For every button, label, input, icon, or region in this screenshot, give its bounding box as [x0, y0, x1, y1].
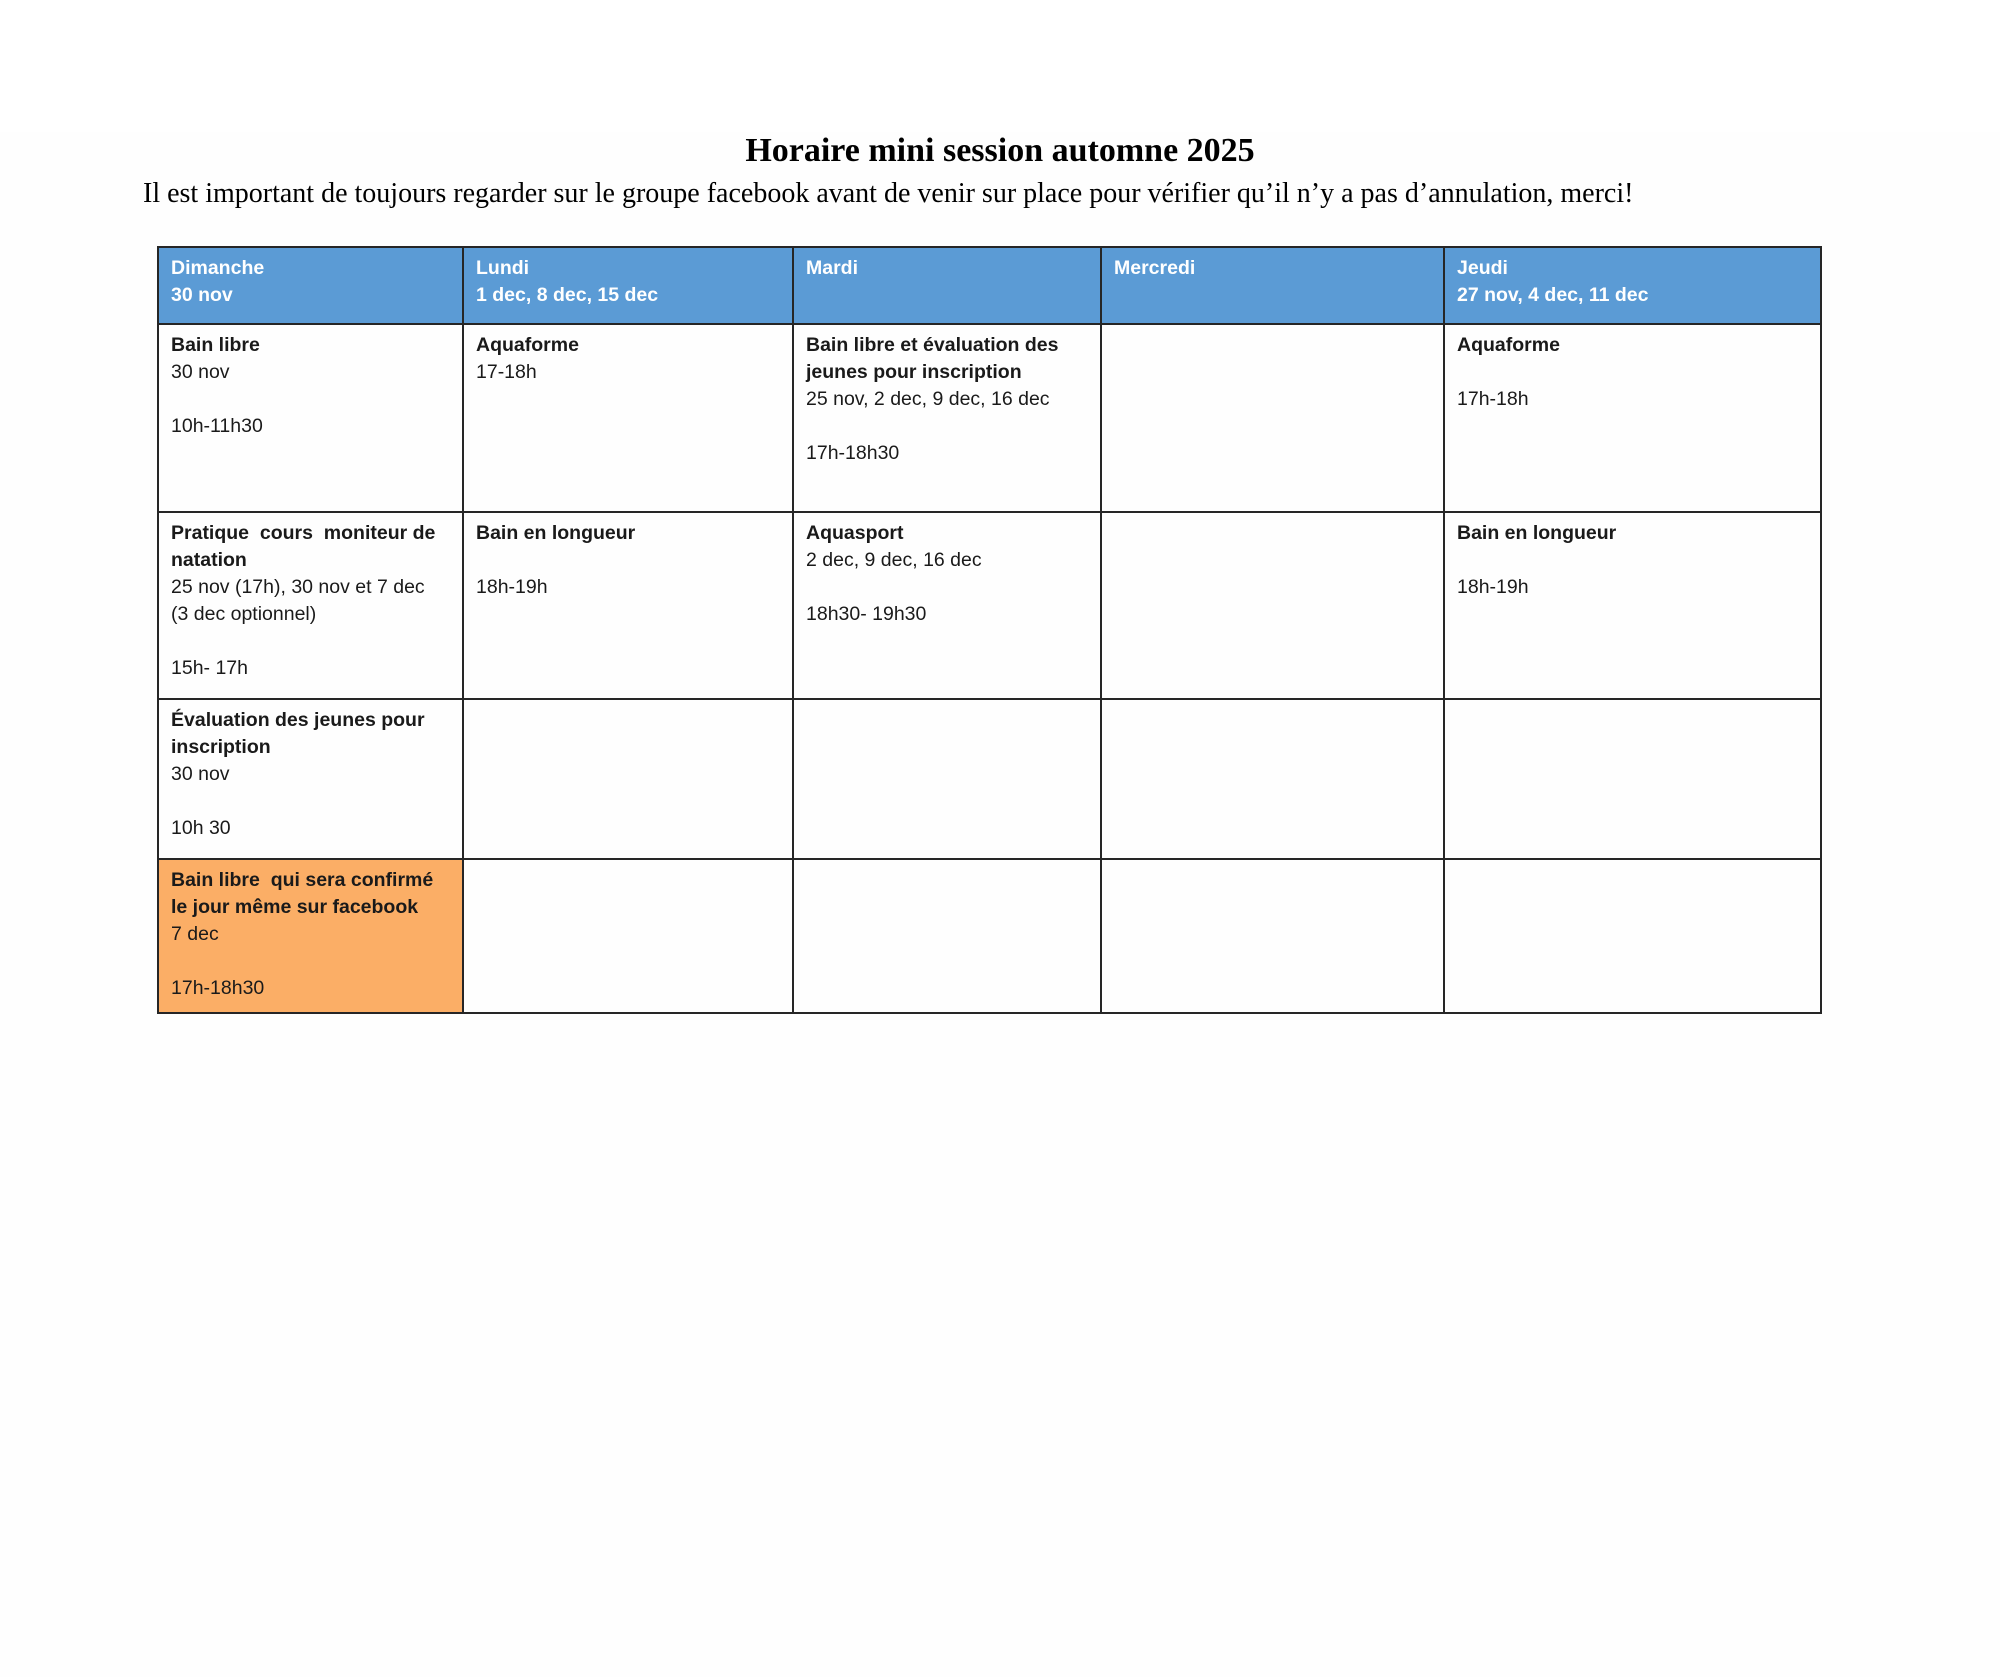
activity-details — [1457, 547, 1808, 601]
table-row — [158, 699, 1821, 859]
cell-r2-lundi — [463, 512, 793, 699]
detail-line — [806, 574, 1088, 601]
activity-title: Bain en longueur — [1457, 522, 1617, 544]
detail-line: 15h- 17h — [171, 657, 248, 679]
activity-title: Bain libre et évaluation des jeunes pour inscription — [806, 334, 1064, 383]
detail-line: 18h-19h — [476, 576, 548, 598]
table-row — [158, 324, 1821, 512]
activity-details — [806, 547, 1088, 628]
cell-r3-jeudi — [1444, 699, 1821, 859]
activity-details — [171, 921, 450, 1002]
detail-line: 10h-11h30 — [171, 415, 263, 437]
detail-line — [1457, 359, 1808, 386]
detail-line — [171, 386, 450, 413]
table-row — [158, 859, 1821, 1013]
detail-line — [171, 948, 450, 975]
activity-title: Aquasport — [806, 522, 904, 544]
detail-line: 17-18h — [476, 361, 537, 383]
cell-r1-mercredi — [1101, 324, 1444, 512]
detail-line: 10h 30 — [171, 817, 231, 839]
activity-details — [1457, 359, 1808, 413]
header-lundi — [463, 247, 793, 324]
detail-line: 2 dec, 9 dec, 16 dec — [806, 549, 982, 571]
detail-line: 25 nov (17h), 30 nov et 7 dec (3 dec optionnel) — [171, 576, 436, 625]
activity-details — [171, 574, 450, 682]
activity-title: Aquaforme — [1457, 334, 1560, 356]
activity-title: Évaluation des jeunes pour inscription — [171, 709, 430, 758]
activity-details — [476, 359, 780, 386]
activity-details — [171, 359, 450, 440]
cell-r1-mardi — [793, 324, 1101, 512]
day-dates — [1114, 282, 1431, 309]
detail-line: 30 nov — [171, 361, 230, 383]
day-name: Dimanche — [171, 257, 265, 279]
detail-line: 18h30- 19h30 — [806, 603, 927, 625]
cell-r3-lundi — [463, 699, 793, 859]
header-jeudi — [1444, 247, 1821, 324]
detail-line — [1457, 547, 1808, 574]
day-name: Lundi — [476, 257, 530, 279]
cell-r2-jeudi — [1444, 512, 1821, 699]
detail-line — [171, 788, 450, 815]
header-dimanche — [158, 247, 463, 324]
cell-r4-jeudi — [1444, 859, 1821, 1013]
activity-title: Pratique cours moniteur de natation — [171, 522, 441, 571]
detail-line: 18h-19h — [1457, 576, 1529, 598]
activity-details — [476, 547, 780, 601]
document-page — [0, 132, 2000, 1677]
detail-line — [806, 413, 1088, 440]
page-subtitle: Il est important de toujours regarder sur le groupe facebook avant de venir sur place pour vérifier qu’il n’y a pas d’annulation, merci! — [143, 178, 1634, 209]
activity-title: Bain en longueur — [476, 522, 636, 544]
detail-line — [171, 628, 450, 655]
day-name: Jeudi — [1457, 257, 1508, 279]
cell-r3-mercredi — [1101, 699, 1444, 859]
day-dates: 1 dec, 8 dec, 15 dec — [476, 284, 659, 306]
schedule-table — [157, 246, 1822, 1014]
activity-details — [171, 761, 450, 842]
detail-line: 30 nov — [171, 763, 230, 785]
cell-r4-mercredi — [1101, 859, 1444, 1013]
detail-line: 17h-18h — [1457, 388, 1529, 410]
cell-r3-mardi — [793, 699, 1101, 859]
page-title: Horaire mini session automne 2025 — [745, 132, 1255, 169]
cell-r4-lundi — [463, 859, 793, 1013]
day-dates: 30 nov — [171, 284, 233, 306]
cell-r1-lundi — [463, 324, 793, 512]
cell-r4-dimanche-highlighted — [158, 859, 463, 1013]
day-name: Mardi — [806, 257, 859, 279]
day-dates — [806, 282, 1088, 309]
table-row — [158, 512, 1821, 699]
detail-line: 17h-18h30 — [171, 977, 265, 999]
cell-r2-mercredi — [1101, 512, 1444, 699]
cell-r3-dimanche — [158, 699, 463, 859]
day-dates: 27 nov, 4 dec, 11 dec — [1457, 284, 1649, 306]
detail-line: 7 dec — [171, 923, 219, 945]
header-row — [158, 247, 1821, 324]
detail-line — [476, 547, 780, 574]
activity-title: Bain libre qui sera confirmé le jour même sur facebook — [171, 869, 439, 918]
cell-r4-mardi — [793, 859, 1101, 1013]
cell-r2-dimanche — [158, 512, 463, 699]
activity-title: Bain libre — [171, 334, 260, 356]
detail-line: 25 nov, 2 dec, 9 dec, 16 dec — [806, 388, 1050, 410]
cell-r1-dimanche — [158, 324, 463, 512]
activity-title: Aquaforme — [476, 334, 579, 356]
header-mercredi — [1101, 247, 1444, 324]
activity-details — [806, 386, 1088, 467]
detail-line: 17h-18h30 — [806, 442, 900, 464]
cell-r2-mardi — [793, 512, 1101, 699]
cell-r1-jeudi — [1444, 324, 1821, 512]
header-mardi — [793, 247, 1101, 324]
day-name: Mercredi — [1114, 257, 1196, 279]
